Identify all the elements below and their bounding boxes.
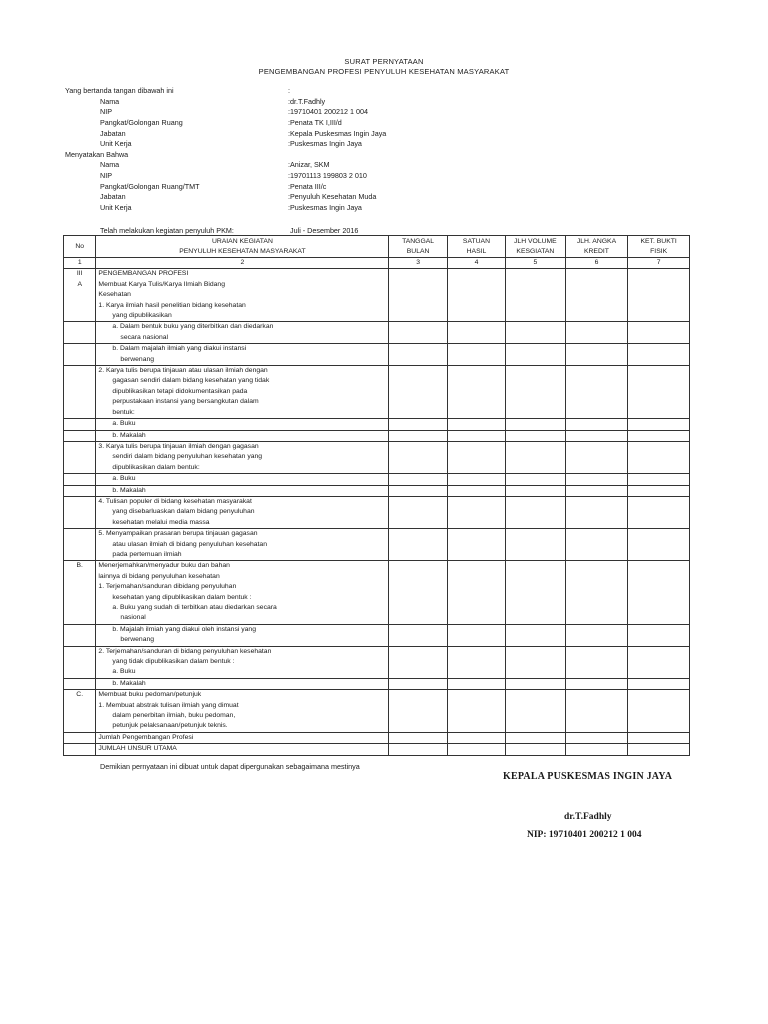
header-uraian-line2: PENYULUH KESEHATAN MASYARAKAT (179, 247, 306, 255)
item-b1: 1. Terjemahan/sanduran dibidang penyuluhan (98, 583, 237, 591)
row-description (96, 690, 389, 733)
table-row (64, 529, 690, 561)
header-no: No (64, 236, 96, 258)
signature-name: dr.T.Fadhly (564, 812, 612, 822)
header-tanggal-line1: TANGGAL (402, 237, 435, 245)
period-label: Telah melakukan kegiatan penyuluh PKM: (100, 226, 234, 235)
row-description (96, 485, 389, 496)
header-tanggal-line2: BULAN (406, 247, 430, 255)
row-no: B. (64, 561, 96, 624)
item-b1-cont: kesehatan yang dipublikasikan dalam bentuk : (112, 593, 252, 601)
table-row (64, 624, 690, 646)
subject-rank-value: :Penata III/c (288, 182, 327, 191)
table-row (64, 690, 690, 733)
item-a1: 1. Karya ilmiah hasil penelitian bidang kesehatan (98, 301, 246, 309)
subject-rank-label: Pangkat/Golongan Ruang/TMT (100, 182, 200, 191)
item-b2-cont: yang tidak dipublikasikan dalam bentuk : (112, 658, 235, 666)
activity-table (63, 235, 690, 756)
item-c1-cont2: petunjuk pelaksanaan/petunjuk teknis. (112, 722, 228, 730)
column-number-row (64, 258, 690, 269)
row-description (96, 529, 389, 561)
row-description (96, 474, 389, 485)
header-satuan-line1: SATUAN (462, 237, 490, 245)
header-uraian-line1: URAIAN KEGIATAN (211, 237, 273, 245)
header-uraian (96, 236, 389, 258)
header-bukti (628, 236, 690, 258)
section-number: III (76, 270, 83, 278)
item-a2: 2. Karya tulis berupa tinjauan atau ulasan ilmiah dengan (98, 367, 268, 375)
subsection-a-number: A (77, 280, 82, 288)
item-a1-cont: yang dipublikasikan (112, 312, 172, 320)
column-number: 4 (447, 258, 505, 269)
row-description (96, 366, 389, 419)
subject-nip-label: NIP (100, 171, 112, 180)
table-row (64, 678, 690, 689)
signer-unit-label: Unit Kerja (100, 139, 132, 148)
header-satuan (447, 236, 505, 258)
subsection-b-title: Menerjemahkan/menyadur buku dan bahan (98, 562, 230, 570)
row-description (96, 744, 389, 755)
table-row (64, 646, 690, 678)
item-a5-cont1: atau ulasan ilmiah di bidang penyuluhan kesehatan (112, 540, 267, 548)
row-description (96, 624, 389, 646)
row-no: C. (64, 690, 96, 733)
item-a1a: a. Dalam bentuk buku yang diterbitkan dan diedarkan (112, 323, 274, 331)
period-value: Juli - Desember 2016 (290, 226, 359, 235)
column-number: 6 (565, 258, 628, 269)
row-description (96, 646, 389, 678)
item-b1b-cont: berwenang (120, 636, 155, 644)
subsection-b-title-cont: lainnya di bidang penyuluhan kesehatan (98, 572, 220, 580)
header-satuan-line2: HASIL (466, 247, 487, 255)
row-description (96, 561, 389, 624)
table-row (64, 474, 690, 485)
subject-name-label: Nama (100, 160, 120, 169)
document-title: SURAT PERNYATAAN (344, 57, 424, 66)
signer-rank-value: :Penata TK I,III/d (288, 118, 342, 127)
column-number: 7 (628, 258, 690, 269)
signer-nip-value: :19710401 200212 1 004 (288, 107, 368, 116)
signer-rank-label: Pangkat/Golongan Ruang (100, 118, 183, 127)
column-number: 2 (96, 258, 389, 269)
signer-intro: Yang bertanda tangan dibawah ini (65, 86, 174, 95)
column-number: 1 (64, 258, 96, 269)
table-row (64, 419, 690, 430)
item-a4-cont1: yang disebarluaskan dalam bidang penyuluhan (112, 508, 255, 516)
table-row (64, 322, 690, 344)
subject-position-label: Jabatan (100, 192, 126, 201)
row-description (96, 430, 389, 441)
signer-intro-colon: : (288, 86, 290, 95)
row-description (96, 678, 389, 689)
total-utama-label: JUMLAH UNSUR UTAMA (98, 745, 177, 753)
table-row (64, 561, 690, 624)
table-row (64, 344, 690, 366)
header-volume (506, 236, 565, 258)
table-row (64, 496, 690, 528)
subsection-c-title: Membuat buku pedoman/petunjuk (98, 691, 202, 699)
item-a3: 3. Karya tulis berupa tinjauan ilmiah dengan gagasan (98, 442, 259, 450)
signature-nip: NIP: 19710401 200212 1 004 (527, 830, 642, 840)
subject-position-value: :Penyuluh Kesehatan Muda (288, 192, 377, 201)
item-a2b: b. Makalah (112, 431, 146, 439)
item-c1: 1. Membuat abstrak tulisan ilmiah yang dimuat (98, 701, 239, 709)
row-description (96, 322, 389, 344)
header-bukti-line1: KET. BUKTI (640, 237, 677, 245)
signature-title: KEPALA PUSKESMAS INGIN JAYA (503, 771, 673, 782)
column-number: 3 (389, 258, 447, 269)
item-a3a: a. Buku (112, 475, 136, 483)
item-b1a-cont: nasional (120, 614, 146, 622)
row-description (96, 269, 389, 322)
table-row (64, 366, 690, 419)
item-a2a: a. Buku (112, 420, 136, 428)
table-row (64, 269, 690, 322)
item-a3-cont1: sendiri dalam bidang penyuluhan kesehatan yang (112, 453, 263, 461)
item-b2a: a. Buku (112, 668, 136, 676)
row-description (96, 344, 389, 366)
item-a1b: b. Dalam majalah ilmiah yang diakui instansi (112, 345, 247, 353)
table-row (64, 732, 690, 743)
item-b1a: a. Buku yang sudah di terbitkan atau diedarkan secara (112, 604, 277, 611)
header-kredit (565, 236, 628, 258)
item-c1-cont1: dalam penerbitan ilmiah, buku pedoman, (112, 712, 236, 720)
signer-position-value: :Kepala Puskesmas Ingin Jaya (288, 129, 387, 138)
item-a5-cont2: pada pertemuan ilmiah (112, 550, 182, 558)
item-a3-cont2: dipublikasikan dalam bentuk: (112, 463, 200, 471)
subject-unit-value: :Puskesmas Ingin Jaya (288, 203, 362, 212)
header-tanggal (389, 236, 447, 258)
section-label: PENGEMBANGAN PROFESI (98, 270, 189, 278)
item-a5: 5. Menyampaikan prasaran berupa tinjauan gagasan (98, 530, 258, 538)
subsection-a-title-cont: Kesehatan (98, 291, 131, 299)
signer-nip-label: NIP (100, 107, 112, 116)
item-a1b-cont: berwenang (120, 355, 155, 363)
row-description (96, 496, 389, 528)
item-a4: 4. Tulisan populer di bidang kesehatan masyarakat (98, 497, 252, 505)
item-a2-cont1: gagasan sendiri dalam bidang kesehatan yang tidak (112, 377, 270, 385)
document-subtitle: PENGEMBANGAN PROFESI PENYULUH KESEHATAN MASYARAKAT (258, 67, 510, 76)
header-kredit-line1: JLH. ANGKA (576, 237, 617, 245)
subject-name-value: :Anizar, SKM (288, 160, 330, 169)
subject-intro: Menyatakan Bahwa (65, 150, 129, 159)
closing-statement: Demikian pernyataan ini dibuat untuk dapat dipergunakan sebagaimana mestinya (100, 762, 360, 771)
item-a2-cont4: bentuk: (112, 408, 135, 416)
table-row (64, 441, 690, 473)
header-volume-line1: JLH VOLUME (514, 237, 557, 245)
header-kredit-line2: KREDIT (583, 247, 609, 255)
item-a4-cont2: kesehatan melalui media massa (112, 518, 210, 526)
row-description (96, 441, 389, 473)
item-a3b: b. Makalah (112, 486, 146, 494)
item-b2: 2. Terjemahan/sanduran di bidang penyuluhan kesehatan (98, 647, 272, 655)
item-a2-cont3: perpustakaan instansi yang bersangkutan dalam (112, 398, 259, 406)
signer-name-value: :dr.T.Fadhly (288, 97, 326, 106)
item-a1a-cont: secara nasional (120, 333, 169, 341)
table-row (64, 430, 690, 441)
item-b1b: b. Majalah ilmiah yang diakui oleh instansi yang (112, 625, 256, 633)
header-volume-line2: KESGIATAN (516, 247, 555, 255)
subsection-a-title: Membuat Karya Tulis/Karya Ilmiah Bidang (98, 280, 225, 288)
subject-unit-label: Unit Kerja (100, 203, 132, 212)
header-bukti-line2: FISIK (650, 247, 668, 255)
signer-unit-value: :Puskesmas Ingin Jaya (288, 139, 362, 148)
table-row (64, 744, 690, 755)
signer-name-label: Nama (100, 97, 120, 106)
row-no (64, 269, 96, 322)
item-a2-cont2: dipublikasikan tetapi didokumentasikan pada (112, 387, 248, 395)
item-b2b: b. Makalah (112, 679, 146, 687)
signer-position-label: Jabatan (100, 129, 126, 138)
subject-nip-value: :19701113 199803 2 010 (288, 171, 367, 180)
table-row (64, 485, 690, 496)
total-profesi-label: Jumlah Pengembangan Profesi (98, 733, 194, 741)
column-number: 5 (506, 258, 565, 269)
row-description (96, 732, 389, 743)
row-description (96, 419, 389, 430)
